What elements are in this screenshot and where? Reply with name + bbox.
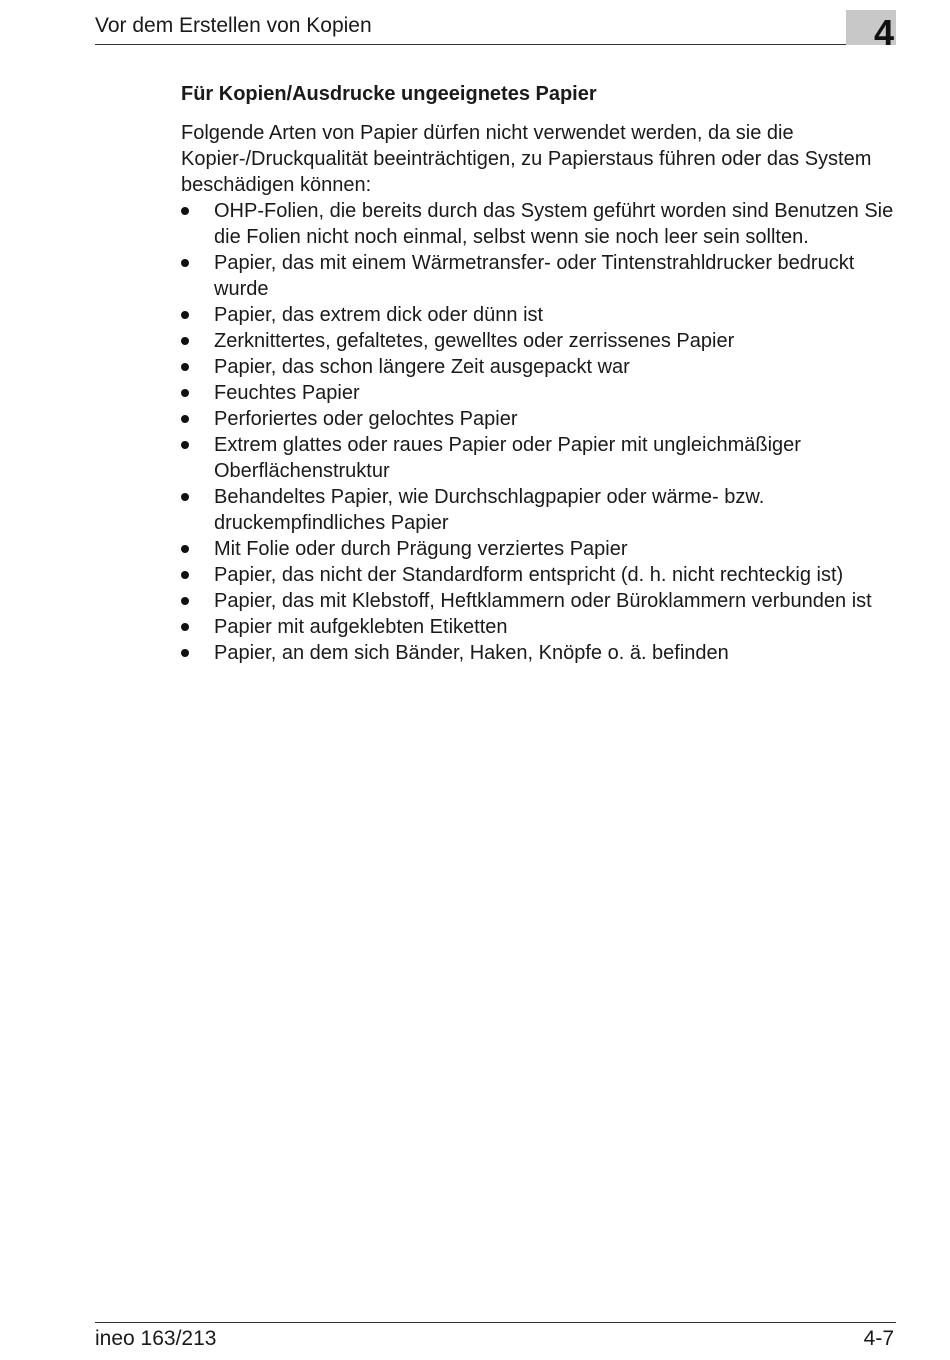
unsuitable-paper-list [181, 198, 896, 666]
page-number: 4-7 [863, 1327, 894, 1350]
chapter-tab [846, 10, 896, 53]
list-item-text: Extrem glattes oder raues Papier oder Papier mit ungleichmäßiger Oberflächenstruktur [214, 434, 801, 482]
bullet-icon [181, 337, 189, 345]
bullet-icon [181, 259, 189, 267]
list-item-text: Zerknittertes, gefaltetes, gewelltes oder zerrissenes Papier [214, 330, 735, 352]
bullet-icon [181, 415, 189, 423]
list-item-text: Feuchtes Papier [214, 382, 360, 404]
bullet-icon [181, 441, 189, 449]
chapter-number: 4 [873, 12, 894, 53]
list-item-text: Behandeltes Papier, wie Durchschlagpapier oder wärme- bzw. druckempfindliches Papier [214, 486, 765, 534]
bullet-icon [181, 207, 189, 215]
footer-divider [95, 1322, 896, 1323]
bullet-icon [181, 597, 189, 605]
bullet-icon [181, 311, 189, 319]
list-item [181, 406, 896, 432]
bullet-icon [181, 493, 189, 501]
list-item-text: Papier, an dem sich Bänder, Haken, Knöpfe o. ä. befinden [214, 642, 729, 664]
list-item-text: Papier, das mit Klebstoff, Heftklammern oder Büroklammern verbunden ist [214, 590, 872, 612]
list-item [181, 562, 896, 588]
list-item [181, 198, 896, 250]
list-item [181, 302, 896, 328]
intro-paragraph: Folgende Arten von Papier dürfen nicht verwendet werden, da sie die Kopier-/Druckqualität beeinträchtigen, zu Papierstaus führen oder das System beschädigen können: [181, 122, 872, 196]
bullet-icon [181, 389, 189, 397]
list-item [181, 328, 896, 354]
header-divider [95, 44, 896, 45]
list-item-text: Papier, das mit einem Wärmetransfer- oder Tintenstrahldrucker bedruckt wurde [214, 252, 855, 300]
list-item [181, 354, 896, 380]
footer-model: ineo 163/213 [95, 1327, 217, 1350]
section-heading: Für Kopien/Ausdrucke ungeeignetes Papier [181, 83, 597, 105]
list-item-text: Papier, das extrem dick oder dünn ist [214, 304, 544, 326]
bullet-icon [181, 571, 189, 579]
list-item [181, 536, 896, 562]
bullet-icon [181, 545, 189, 553]
bullet-icon [181, 649, 189, 657]
bullet-icon [181, 363, 189, 371]
running-header-title: Vor dem Erstellen von Kopien [95, 14, 372, 37]
list-item-text: Papier, das schon längere Zeit ausgepackt war [214, 356, 630, 378]
bullet-icon [181, 623, 189, 631]
list-item [181, 380, 896, 406]
list-item [181, 588, 896, 614]
list-item [181, 432, 896, 484]
list-item-text: Mit Folie oder durch Prägung verziertes Papier [214, 538, 628, 560]
list-item-text: OHP-Folien, die bereits durch das System geführt worden sind Benutzen Sie die Folien nicht noch einmal, selbst wenn sie noch leer sein sollten. [214, 200, 894, 248]
list-item [181, 614, 896, 640]
list-item-text: Perforiertes oder gelochtes Papier [214, 408, 518, 430]
list-item [181, 640, 896, 666]
list-item-text: Papier, das nicht der Standardform entspricht (d. h. nicht rechteckig ist) [214, 564, 844, 586]
list-item-text: Papier mit aufgeklebten Etiketten [214, 616, 508, 638]
list-item [181, 250, 896, 302]
list-item [181, 484, 896, 536]
